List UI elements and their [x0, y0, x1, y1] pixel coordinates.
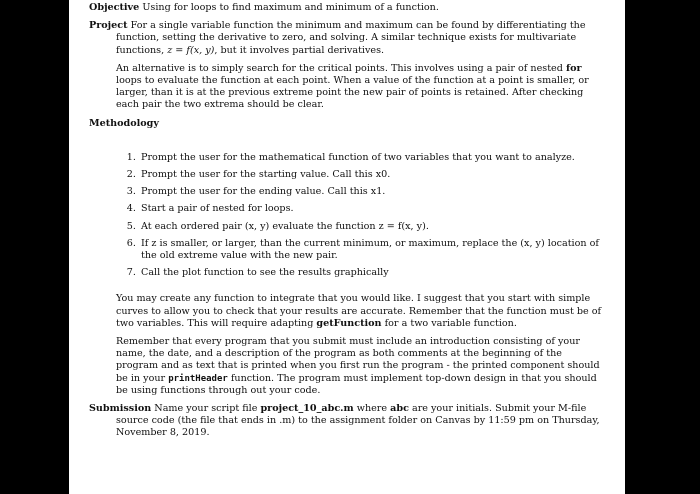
- project-formula: z = f(x, y): [167, 44, 215, 56]
- alternative-text-a: An alternative is to simply search for the critical points. This involves using a pair of nested: [116, 62, 563, 74]
- project-text: For a single variable function the minimum and maximum can be found by differentiating the function, setting the derivative to zero, and solving. A similar technique exists for multivariate functions,: [116, 20, 586, 56]
- for-keyword: for: [565, 62, 582, 74]
- step-item: 7. Call the plot function to see the results graphically: [139, 267, 603, 279]
- header-text-a: Remember that every program that you submit must include an introduction consisting of your name, the date, and a description of the program as both comments at the beginning of the program and as text that is printed when you first run the program - the printed component should be in your: [116, 336, 600, 384]
- alternative-text-b: loops to evaluate the function at each point. When a value of the function at a point is smaller, or larger, than it is at the previous extreme point the new pair of points is retained. After checking each pair the two extrema should be clear.: [116, 75, 589, 111]
- getfunction-keyword: getFunction: [316, 317, 382, 329]
- step-item: 4. Start a pair of nested for loops.: [139, 203, 603, 215]
- methodology-steps: [89, 152, 603, 280]
- step-item: 1. Prompt the user for the mathematical function of two variables that you want to analyze.: [139, 152, 603, 164]
- objective-text: Using for loops to find maximum and minimum of a function.: [142, 2, 439, 13]
- document-page: [69, 0, 625, 494]
- document-content: [89, 2, 603, 446]
- step-item: 3. Prompt the user for the ending value. Call this x1.: [139, 186, 603, 198]
- submission-text-a: Name your script file: [154, 403, 258, 415]
- submission-filename: project_10_abc.m: [260, 403, 354, 415]
- submission-initials: abc: [390, 403, 409, 415]
- function-text-a: You may create any function to integrate that you would like. I suggest that you start with simple curves to allow you to check that your results are accurate. Remember that the function must be of two variables. This will require adapting: [116, 293, 602, 329]
- step-item: 2. Prompt the user for the starting value. Call this x0.: [139, 169, 603, 181]
- submission-text-b: where: [356, 403, 388, 415]
- submission-label: Submission: [89, 403, 152, 415]
- submission-text-c: are your initials. Submit your M-file source code (the file that ends in .m) to the assignment folder on Canvas by 11:59 pm on Thursday, November 8, 2019.: [116, 403, 600, 439]
- project-text-tail: , but it involves partial derivatives.: [214, 44, 385, 56]
- header-text-b: function. The program must implement top-down design in that you should be using functions through out your code.: [116, 372, 597, 396]
- alternative-paragraph: [89, 63, 603, 112]
- step-item: 6. If z is smaller, or larger, than the current minimum, or maximum, replace the (x, y) location of the old extreme value with the new pair.: [139, 238, 603, 262]
- submission-paragraph: [89, 403, 603, 440]
- function-text-b: for a two variable function.: [384, 317, 517, 329]
- header-paragraph: [89, 336, 603, 397]
- project-label: Project: [89, 20, 128, 32]
- printheader-code: printHeader: [168, 373, 228, 384]
- methodology-heading: Methodology: [89, 117, 159, 129]
- project-paragraph: [89, 20, 603, 57]
- objective-label: Objective: [89, 2, 140, 13]
- function-paragraph: [89, 293, 603, 330]
- objective-paragraph: [89, 2, 603, 14]
- step-item: 5. At each ordered pair (x, y) evaluate the function z = f(x, y).: [139, 221, 603, 233]
